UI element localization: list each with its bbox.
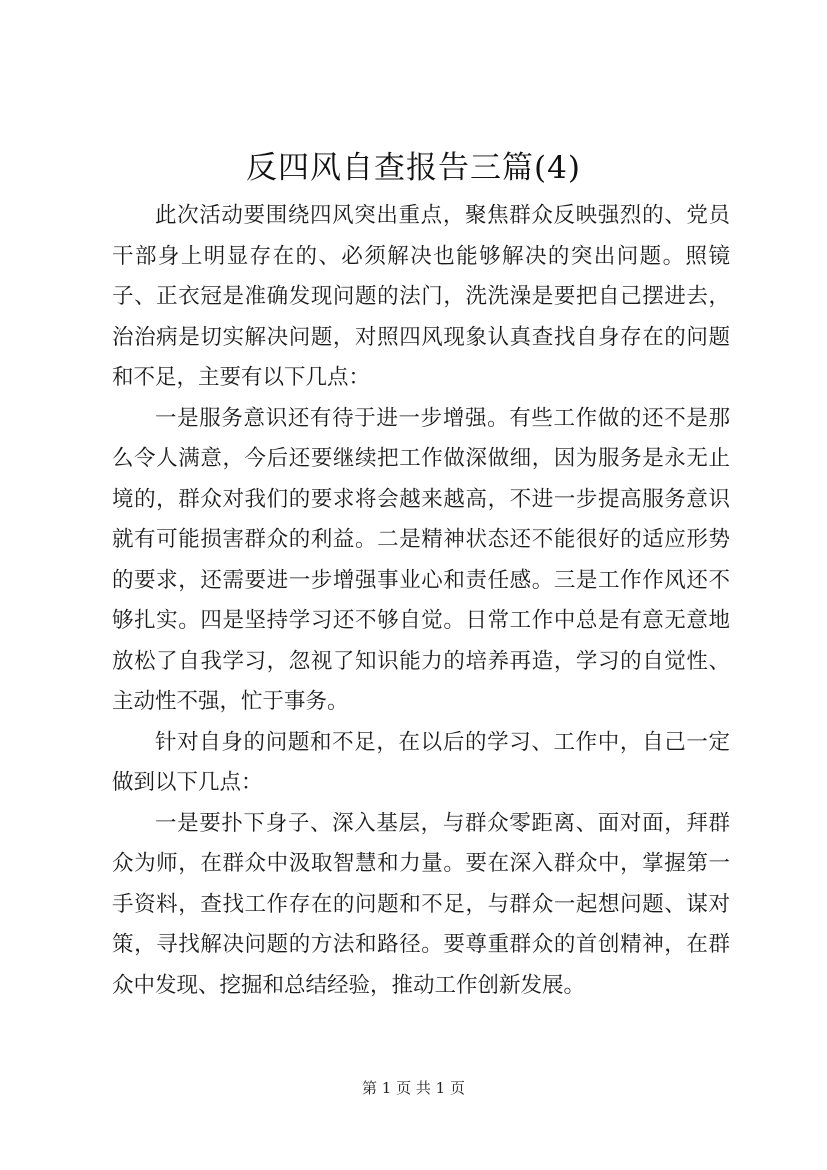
paragraph: 一是要扑下身子、深入基层，与群众零距离、面对面，拜群众为师，在群众中汲取智慧和力量。要在深入群众中，掌握第一手资料，查找工作存在的问题和不足，与群众一起想问题、谋对策，寻找解决问题的方法和路径。要尊重群众的首创精神，在群众中发现、挖掘和总结经验，推动工作创新发展。: [112, 810, 730, 998]
page-footer: 第 1 页 共 1 页: [362, 1079, 465, 1097]
paragraph: 一是服务意识还有待于进一步增强。有些工作做的还不是那么令人满意，今后还要继续把工作做深做细，因为服务是永无止境的，群众对我们的要求将会越来越高，不进一步提高服务意识就有可能损害群众的利益。二是精神状态还不能很好的适应形势的要求，还需要进一步增强事业心和责任感。三是工作作风还不够扎实。四是坚持学习还不够自觉。日常工作中总是有意无意地放松了自我学习，忽视了知识能力的培养再造，学习的自觉性、主动性不强，忙于事务。: [112, 405, 730, 714]
paragraph: 针对自身的问题和不足，在以后的学习、工作中，自己一定做到以下几点：: [112, 729, 730, 795]
paragraph: 此次活动要围绕四风突出重点，聚焦群众反映强烈的、党员干部身上明显存在的、必须解决也能够解决的突出问题。照镜子、正衣冠是准确发现问题的法门，洗洗澡是要把自己摆进去，治治病是切实解决问题，对照四风现象认真查找自身存在的问题和不足，主要有以下几点：: [112, 203, 730, 390]
document-title: 反四风自查报告三篇(4): [246, 150, 581, 186]
document-body: [112, 196, 730, 1006]
